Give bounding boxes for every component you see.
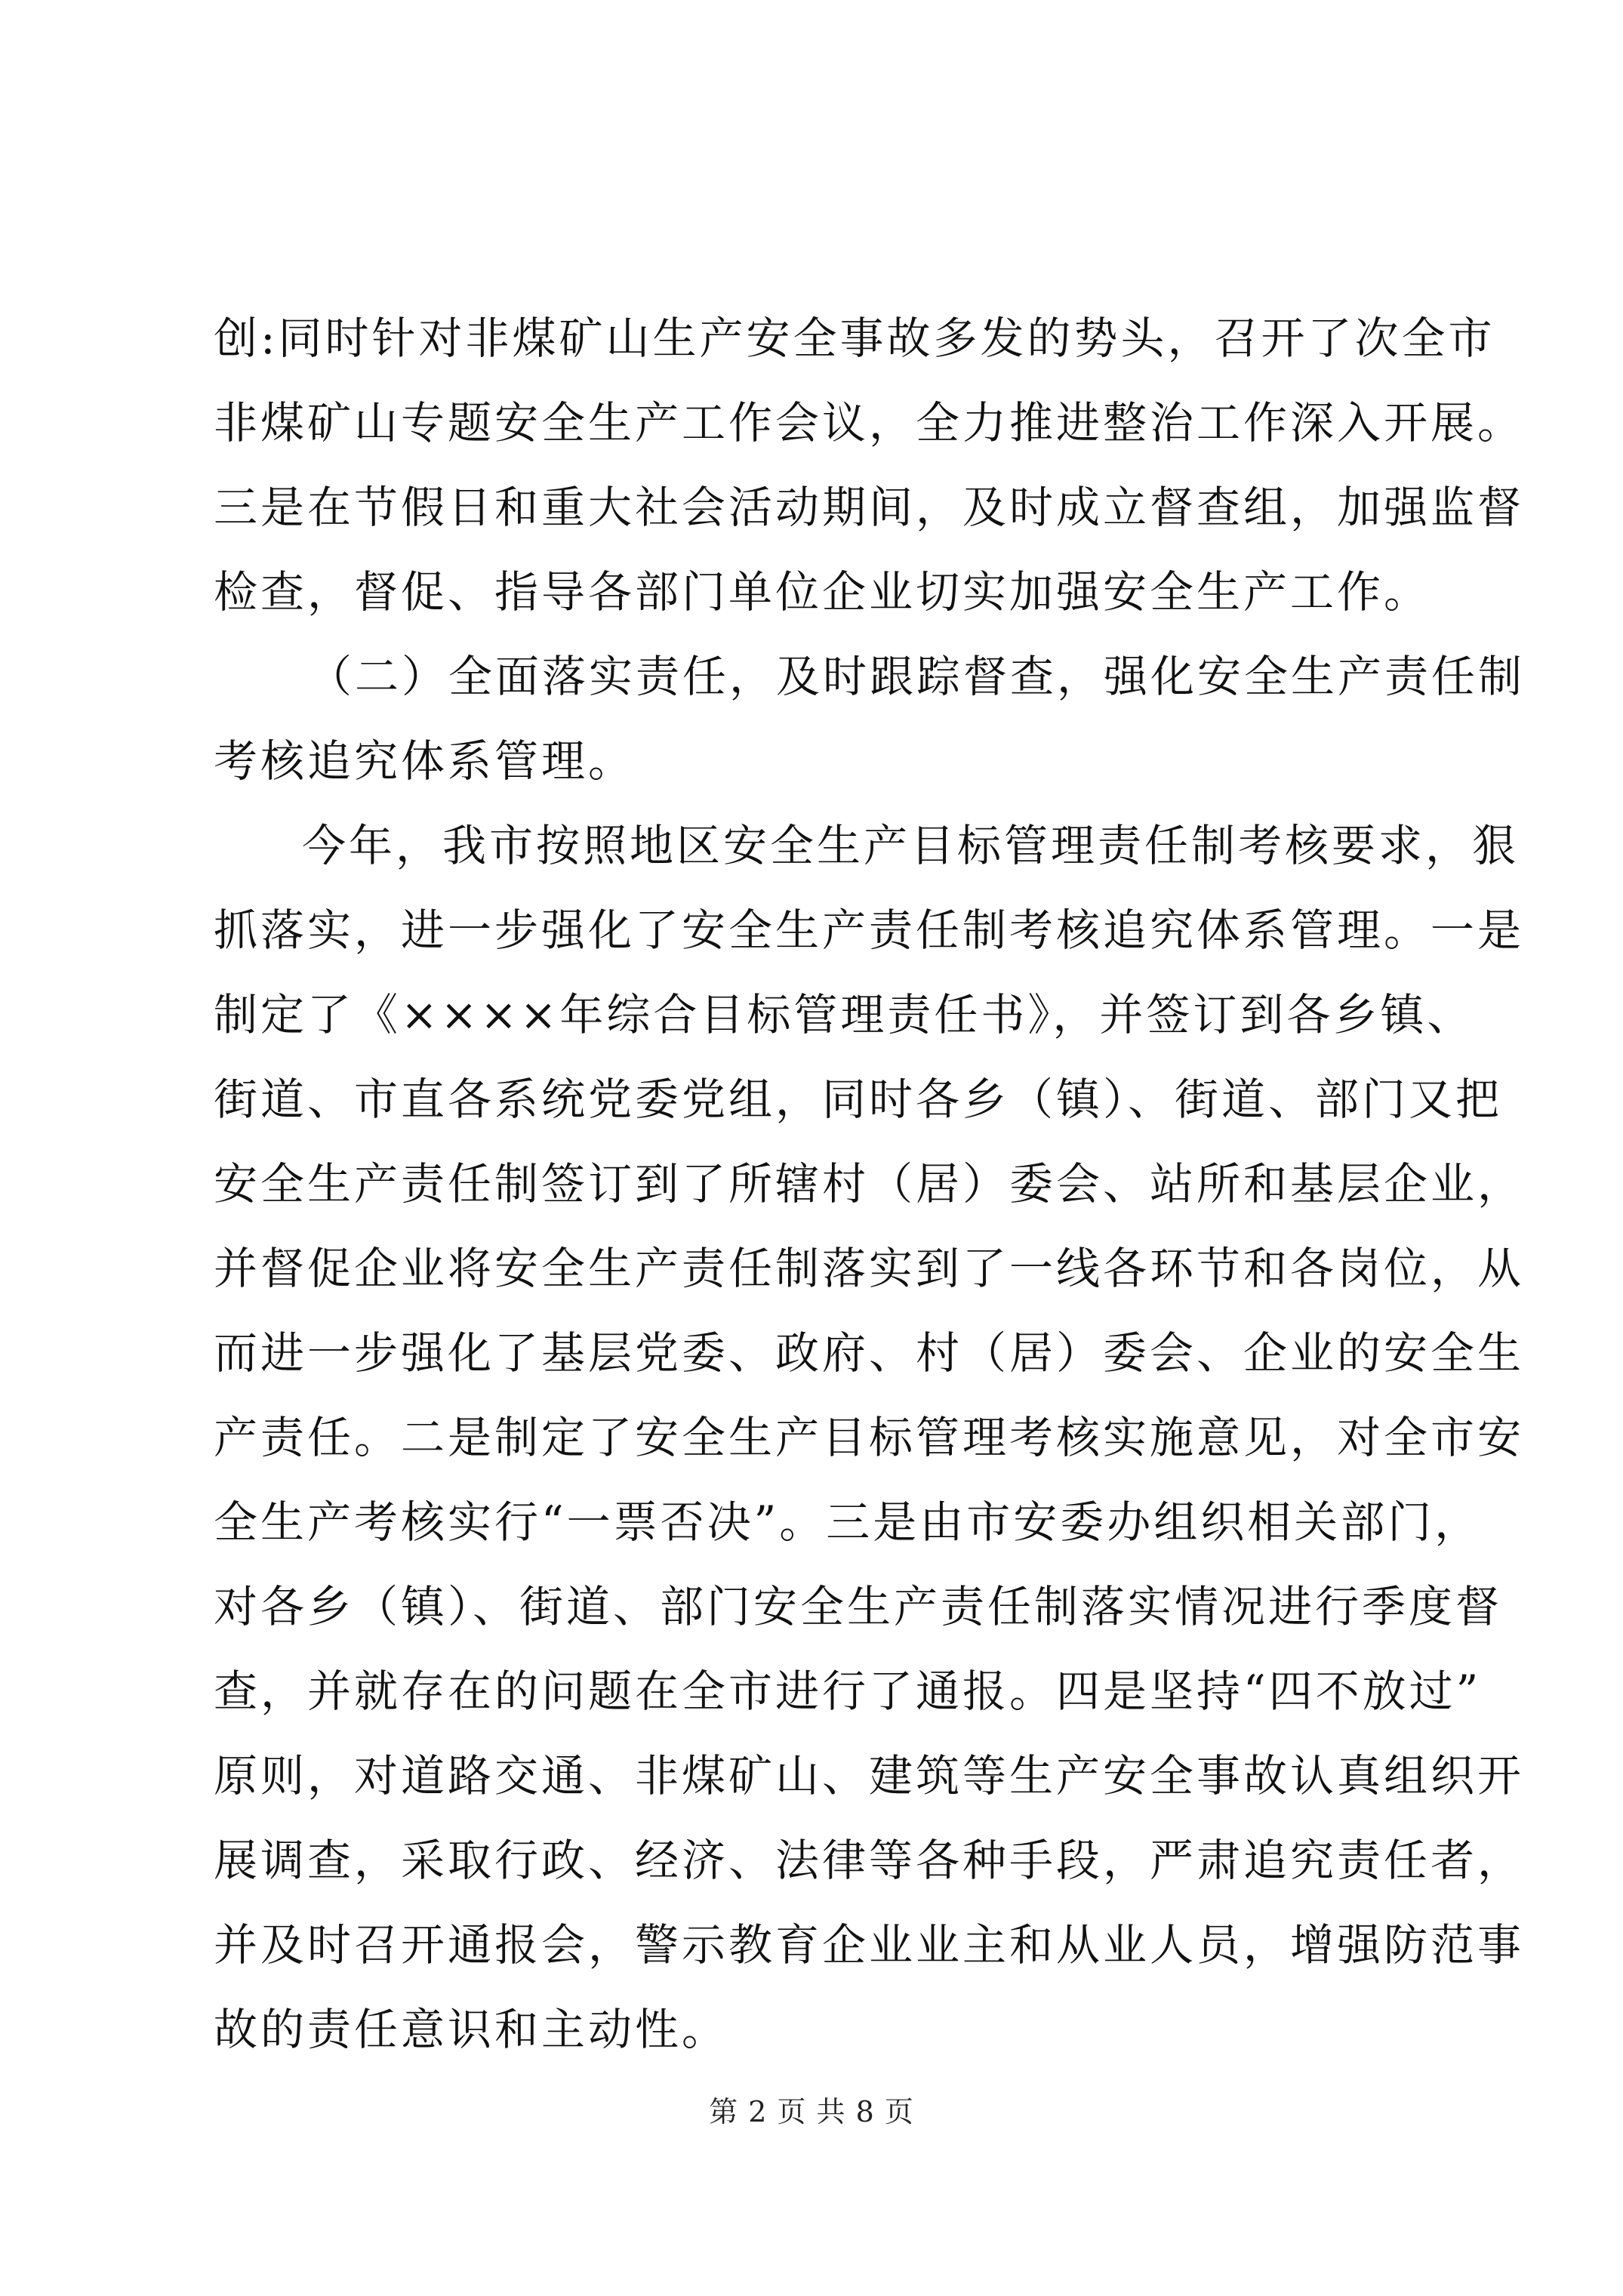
text-line: 产责任。二是制定了安全生产目标管理考核实施意见，对全市安 [214, 1412, 1525, 1463]
text-line: 原则，对道路交通、非煤矿山、建筑等生产安全事故认真组织开 [214, 1750, 1525, 1801]
text-line: 全生产考核实行“一票否决”。三是由市安委办组织相关部门， [214, 1496, 1482, 1548]
text-line: 制定了《××××年综合目标管理责任书》，并签订到各乡镇、 [214, 989, 1474, 1040]
section-heading-line: 考核追究体系管理。 [214, 735, 636, 787]
text-line: 三是在节假日和重大社会活动期间，及时成立督查组，加强监督 [214, 482, 1525, 533]
text-line: 对各乡（镇）、街道、部门安全生产责任制落实情况进行季度督 [214, 1581, 1503, 1632]
text-line: 今年，我市按照地区安全生产目标管理责任制考核要求，狠 [302, 820, 1520, 871]
text-line: 非煤矿山专题安全生产工作会议，全力推进整治工作深入开展。 [214, 397, 1525, 448]
text-line: 并及时召开通报会，警示教育企业业主和从业人员，增强防范事 [214, 1919, 1525, 1971]
text-line: 展调查，采取行政、经济、法律等各种手段，严肃追究责任者， [214, 1835, 1525, 1886]
text-line: 并督促企业将安全生产责任制落实到了一线各环节和各岗位，从 [214, 1243, 1525, 1294]
text-line: 检查，督促、指导各部门单位企业切实加强安全生产工作。 [214, 566, 1431, 618]
text-line: 创:同时针对非煤矿山生产安全事故多发的势头，召开了次全市 [214, 313, 1495, 364]
text-line: 街道、市直各系统党委党组，同时各乡（镇）、街道、部门又把 [214, 1074, 1503, 1125]
text-line: 查，并就存在的问题在全市进行了通报。四是坚持“四不放过” [214, 1666, 1482, 1717]
text-line: 安全生产责任制签订到了所辖村（居）委会、站所和基层企业， [214, 1158, 1525, 1210]
body-text [214, 296, 1526, 2072]
section-heading-line: （二）全面落实责任，及时跟踪督查，强化安全生产责任制 [308, 651, 1526, 702]
page-number-footer: 第 2 页 共 8 页 [709, 2095, 914, 2128]
text-line: 故的责任意识和主动性。 [214, 2004, 729, 2055]
text-line: 而进一步强化了基层党委、政府、村（居）委会、企业的安全生 [214, 1327, 1525, 1379]
text-line: 抓落实，进一步强化了安全生产责任制考核追究体系管理。一是 [214, 905, 1525, 956]
